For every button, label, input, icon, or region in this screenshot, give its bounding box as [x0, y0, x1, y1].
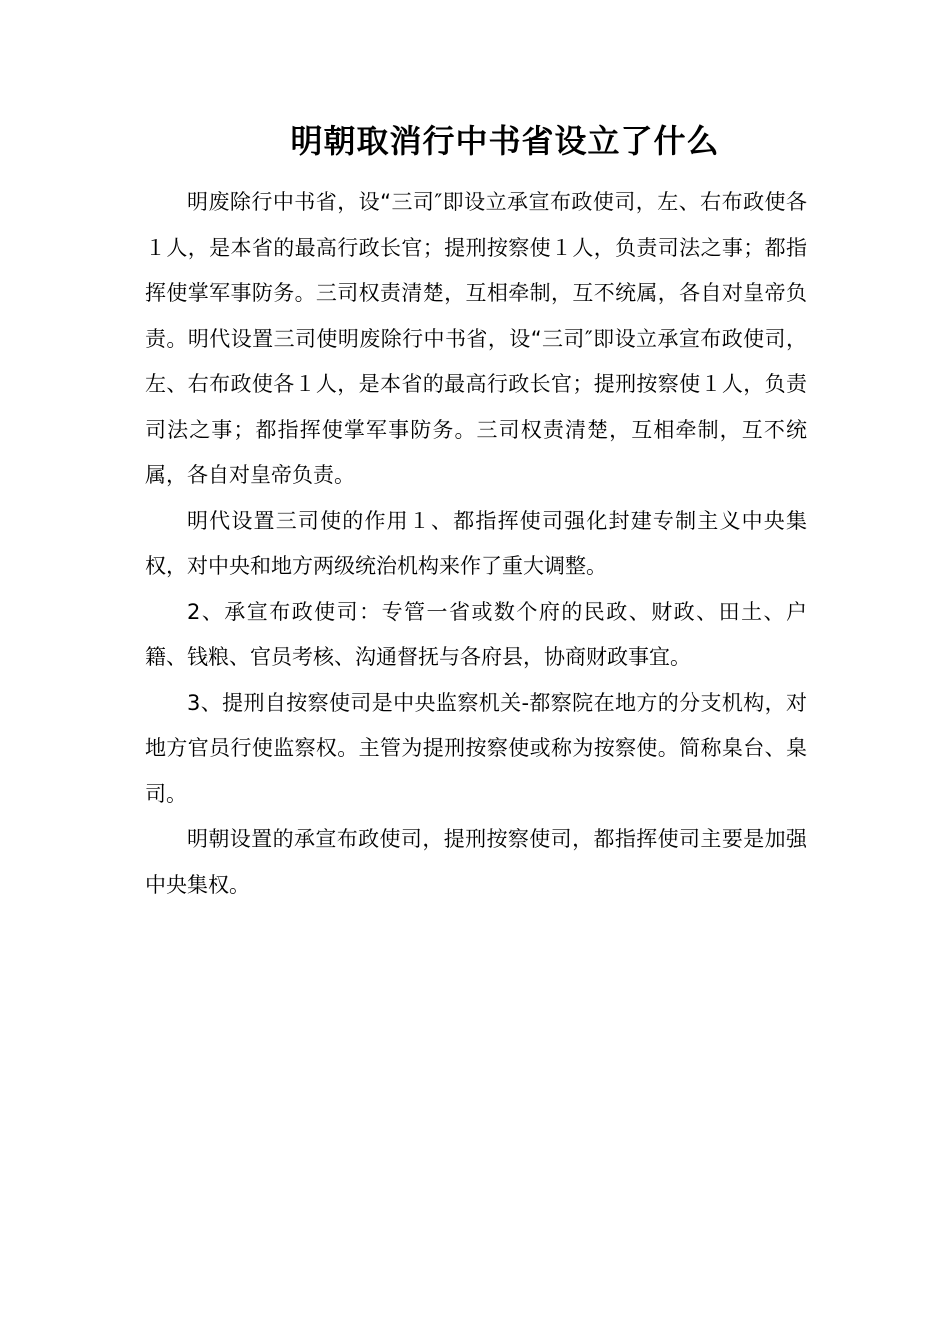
- document-title: 明朝取消行中书省设立了什么: [290, 122, 720, 160]
- paragraph-1: 明废除行中书省，设“三司″即设立承宣布政使司，左、右布政使各１人，是本省的最高行政长官；提刑按察使１人，负责司法之事；都指挥使掌军事防务。三司权责清楚，互相牵制，互不统属，各自对皇帝负责。明代设置三司使明废除行中书省，设“三司″即设立承宣布政使司，左、右布政使各１人，是本省的最高行政长官；提刑按察使１人，负责司法之事；都指挥使掌军事防务。三司权责清楚，互相牵制，互不统属，各自对皇帝负责。: [145, 190, 807, 487]
- paragraph-3: 2、承宣布政使司：专管一省或数个府的民政、财政、田土、户籍、钱粮、官员考核、沟通督抚与各府县，协商财政事宜。: [145, 599, 807, 669]
- paragraph-5: 明朝设置的承宣布政使司，提刑按察使司，都指挥使司主要是加强中央集权。: [145, 827, 807, 897]
- paragraph-2: 明代设置三司使的作用１、都指挥使司强化封建专制主义中央集权，对中央和地方两级统治机构来作了重大调整。: [145, 508, 807, 578]
- paragraph-4: 3、提刑自按察使司是中央监察机关-都察院在地方的分支机构，对地方官员行使监察权。主管为提刑按察使或称为按察使。简称臬台、臬司。: [145, 690, 807, 806]
- document-body: [145, 180, 807, 908]
